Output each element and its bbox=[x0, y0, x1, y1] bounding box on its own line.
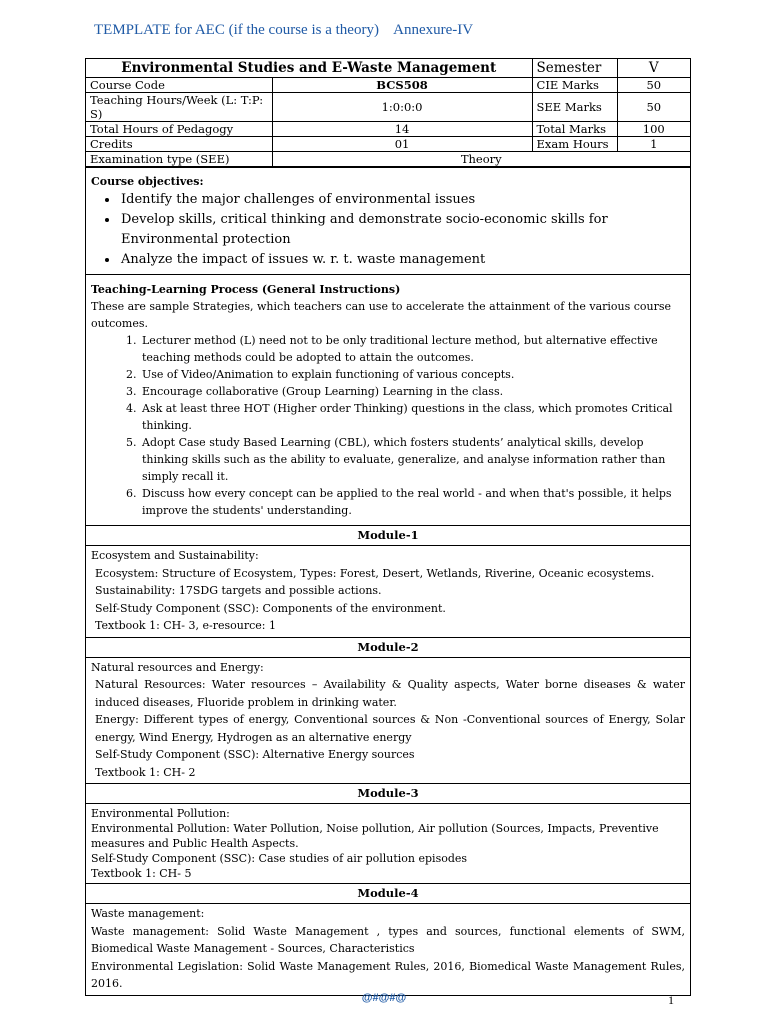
course-code-row bbox=[86, 78, 690, 93]
semester-value: V bbox=[617, 59, 690, 78]
course-objectives-section bbox=[86, 167, 690, 274]
list-item: 3. Encourage collaborative (Group Learning) Learning in the class. bbox=[140, 383, 685, 400]
module-line: Environmental Pollution: Water Pollution, Noise pollution, Air pollution (Sources, Impacts, Preventive measures and Public Health Aspects. bbox=[91, 822, 659, 850]
list-item: 2. Use of Video/Animation to explain functioning of various concepts. bbox=[140, 366, 685, 383]
list-item: 6. Discuss how every concept can be applied to the real world - and when that's possible, it helps improve the students' understanding. bbox=[140, 485, 685, 519]
pedagogy-hours-row bbox=[86, 122, 690, 137]
module-line: Environmental Legislation: Solid Waste Management Rules, 2016, Biomedical Waste Management Rules, 2016. bbox=[91, 959, 685, 990]
module-1-content bbox=[86, 546, 690, 637]
exam-type-row bbox=[86, 152, 690, 167]
module-topic: Waste management: bbox=[91, 907, 205, 920]
module-4-content bbox=[86, 904, 690, 996]
row-label: SEE Marks bbox=[532, 93, 617, 122]
row-value: 1:0:0:0 bbox=[272, 93, 532, 122]
module-1-heading: Module-1 bbox=[86, 525, 690, 546]
exam-type-value: Theory bbox=[272, 152, 690, 167]
module-3-heading: Module-3 bbox=[86, 783, 690, 804]
row-label: Teaching Hours/Week (L: T:P: S) bbox=[86, 93, 272, 122]
row-value: 1 bbox=[617, 137, 690, 152]
module-line: Self-Study Component (SSC): Components of the environment. bbox=[95, 601, 446, 615]
list-item: 1. Lecturer method (L) need not to be only traditional lecture method, but alternative effective teaching methods could be adopted to attain the outcomes. bbox=[140, 332, 685, 366]
teaching-learning-intro: These are sample Strategies, which teachers can use to accelerate the attainment of the various course outcomes. bbox=[91, 300, 672, 330]
exam-type-label: Examination type (SEE) bbox=[86, 152, 272, 167]
list-item: • Develop skills, critical thinking and demonstrate socio-economic skills for Environmental protection bbox=[119, 210, 685, 250]
module-4-heading: Module-4 bbox=[86, 883, 690, 904]
module-line: Self-Study Component (SSC): Alternative Energy sources bbox=[95, 748, 415, 761]
teaching-learning-heading: Teaching-Learning Process (General Instructions) bbox=[91, 283, 401, 296]
row-label: Total Hours of Pedagogy bbox=[86, 122, 272, 137]
module-3-content bbox=[86, 804, 690, 883]
module-2-heading: Module-2 bbox=[86, 637, 690, 658]
module-line: Textbook 1: CH- 5 bbox=[91, 867, 192, 880]
module-line: Energy: Different types of energy, Conventional sources & Non -Conventional sources of Energy, Solar energy, Wind Energy, Hydrogen as an alternative energy bbox=[95, 713, 685, 744]
syllabus-page bbox=[85, 58, 691, 996]
list-item: • Identify the major challenges of environmental issues bbox=[119, 190, 685, 210]
row-label: Course Code bbox=[86, 78, 272, 93]
page-number: 1 bbox=[668, 993, 674, 1007]
course-code-value: BCS508 bbox=[272, 78, 532, 93]
row-label: CIE Marks bbox=[532, 78, 617, 93]
module-2-content bbox=[86, 658, 690, 784]
module-line: Textbook 1: CH- 2 bbox=[95, 765, 196, 779]
teaching-learning-section bbox=[86, 274, 690, 525]
course-objectives-heading: Course objectives: bbox=[91, 175, 204, 188]
row-value: 50 bbox=[617, 93, 690, 122]
module-line: Natural Resources: Water resources – Availability & Quality aspects, Water borne diseases & water induced diseases, Fluoride problem in drinking water. bbox=[95, 678, 685, 709]
list-item: 5. Adopt Case study Based Learning (CBL), which fosters students’ analytical skills, develop thinking skills such as the ability to evaluate, generalize, and analyse information rather than simply recall it. bbox=[140, 434, 685, 485]
module-line: Textbook 1: CH- 3, e-resource: 1 bbox=[95, 619, 276, 632]
course-info-table bbox=[86, 59, 690, 167]
teaching-learning-list bbox=[91, 332, 685, 519]
row-label: Exam Hours bbox=[532, 137, 617, 152]
module-topic: Environmental Pollution: bbox=[91, 807, 230, 820]
module-topic: Natural resources and Energy: bbox=[91, 660, 264, 674]
module-line: Ecosystem: Structure of Ecosystem, Types: Forest, Desert, Wetlands, Riverine, Oceanic ecosystems. bbox=[95, 566, 655, 580]
row-value: 14 bbox=[272, 122, 532, 137]
row-value: 50 bbox=[617, 78, 690, 93]
course-objectives-list bbox=[91, 190, 685, 270]
teaching-hours-row bbox=[86, 93, 690, 122]
row-value: 01 bbox=[272, 137, 532, 152]
row-label: Total Marks bbox=[532, 122, 617, 137]
course-title-row bbox=[86, 59, 690, 78]
course-title: Environmental Studies and E-Waste Management bbox=[86, 59, 532, 78]
module-line: Self-Study Component (SSC): Case studies of air pollution episodes bbox=[91, 852, 468, 865]
module-line: Waste management: Solid Waste Management , types and sources, functional elements of SWM, Biomedical Waste Management - Sources, Characteristics bbox=[91, 924, 685, 955]
footer-mark: @#@#@ bbox=[361, 992, 407, 1004]
semester-label: Semester bbox=[532, 59, 617, 78]
row-label: Credits bbox=[86, 137, 272, 152]
credits-row bbox=[86, 137, 690, 152]
list-item: • Analyze the impact of issues w. r. t. waste management bbox=[119, 250, 685, 270]
list-item: 4. Ask at least three HOT (Higher order Thinking) questions in the class, which promotes Critical thinking. bbox=[140, 400, 685, 434]
row-value: 100 bbox=[617, 122, 690, 137]
document-header: TEMPLATE for AEC (if the course is a theory) Annexure-IV bbox=[94, 22, 474, 38]
module-line: Sustainability: 17SDG targets and possible actions. bbox=[95, 584, 382, 597]
module-topic: Ecosystem and Sustainability: bbox=[91, 549, 259, 562]
